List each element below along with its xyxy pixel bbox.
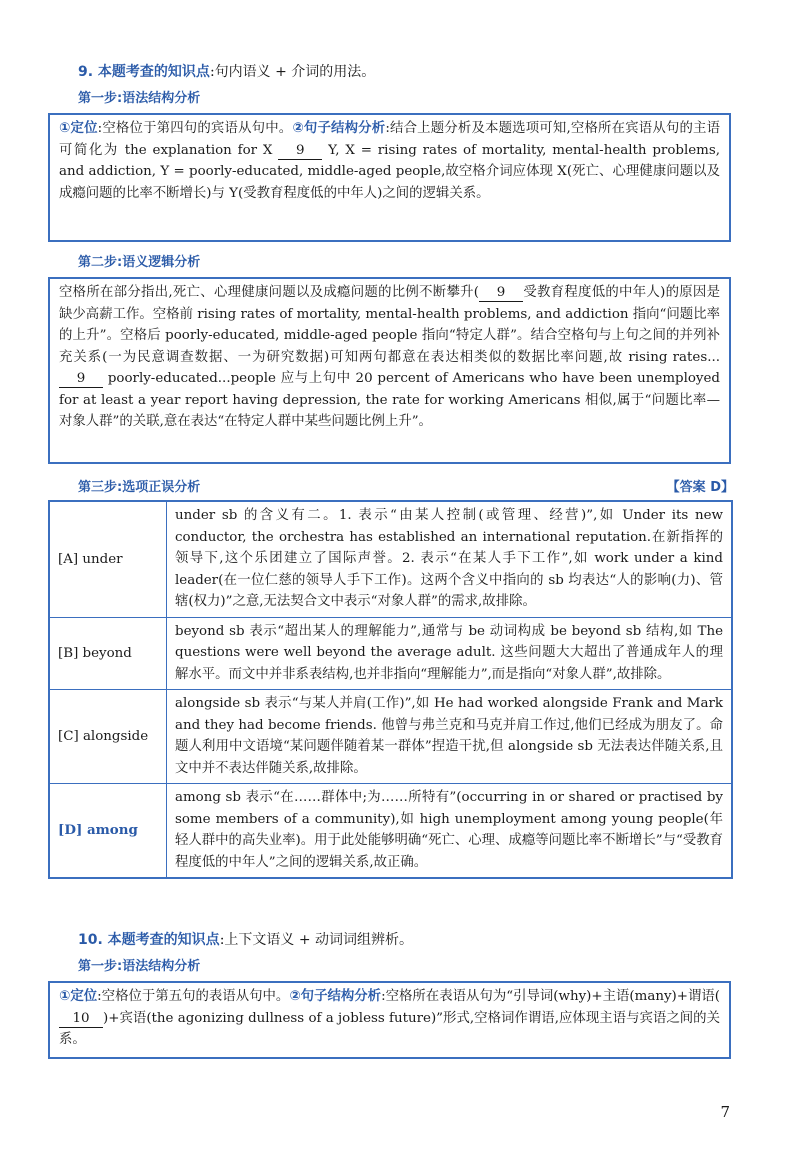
option-row [49,617,732,690]
option-analysis: under sb 的含义有二。1. 表示“由某人控制(或管理、经营)”,如 Under its new conductor, the orchestra has established an international reputation.在新指挥的领导下,这个乐团建立了国际声誉。2. 表示“在某人手下工作”,如 work under a kind leader(在一位仁慈的领导人手下工作)。这两个含义中指向的 sb 均表达“人的影响(力)、管辖(权力)”之意,无法契合文中表示“对象人群”的需求,故排除。 [167,501,733,617]
blank-10: 10 [59,1011,103,1028]
structure-text-b: )+宾语(the agonizing dullness of a jobless future)”形式,空格词作谓语,应体现主语与宾语之间的关系。 [59,1010,720,1047]
options-table [48,500,733,879]
option-label: [B] beyond [49,617,167,690]
q10-title-label: 10. 本题考查的知识点 [78,932,220,948]
option-row-correct [49,784,732,879]
option-row [49,690,732,784]
q9-title-text: :句内语义 + 介词的用法。 [209,64,376,80]
logic-text-c: poorly-educated...people 应与上句中 20 percent of Americans who have been unemployed for at least a year report having depression, the rate for working Americans 相似,属于“问题比率—对象人群”的关联,意在表达“在特定人群中某些问题比例上升”。 [59,371,720,429]
structure-label: ②句子结构分析 [289,989,382,1004]
locate-text: :空格位于第五句的表语从句中。 [97,989,290,1004]
option-label-correct: [D] among [49,784,167,879]
q10-step1-heading: 第一步:语法结构分析 [78,959,201,974]
q9-step1-box [48,113,731,242]
page-number: 7 [720,1103,730,1121]
q10-title [78,930,413,950]
option-analysis: among sb 表示“在……群体中;为……所特有”(occurring in or shared or practised by some members of a community),如 high unemployment among young people(年轻人群中的高失业率)。用于此处能够明确“死亡、心理、成瘾等问题比率不断增长”与“受教育程度低的中年人”之间的逻辑关系,故正确。 [167,784,733,879]
logic-text-b: 受教育程度低的中年人)的原因是缺少高薪工作。空格前 rising rates of mortality, mental-health problems, and addiction 指向“问题比率的上升”。空格后 poorly-educated, middle-aged people 指向“特定人群”。结合空格句与上句之间的并列补充关系(一为民意调查数据、一为研究数据)可知两句都意在表达相类似的数据比率问题,故 rising rates... [59,285,720,365]
q9-step2-paragraph [59,282,720,433]
structure-text-a: :空格所在表语从句为“引导词(why)+主语(many)+谓语( [381,989,720,1004]
option-row [49,501,732,617]
locate-text: :空格位于第四句的宾语从句中。 [97,121,293,136]
blank-9: 9 [479,285,523,302]
answer-badge: 【答案 D】 [666,480,734,495]
blank-9: 9 [59,371,103,388]
option-label: [A] under [49,501,167,617]
q9-step2-box [48,277,731,464]
structure-text-b: Y, X = rising rates of mortality, mental-health problems, and addiction, Y = poorly-educated, middle-aged people,故空格介词应体现 X(死亡、心理健康问题以及成瘾问题的比率不断增长)与 Y(受教育程度低的中年人)之间的逻辑关系。 [59,142,720,201]
q9-step1-paragraph [59,118,720,204]
locate-label: ①定位 [59,121,98,136]
logic-text-a: 空格所在部分指出,死亡、心理健康问题以及成瘾问题的比例不断攀升( [59,285,480,300]
q9-step1-heading: 第一步:语法结构分析 [78,91,201,106]
option-analysis: alongside sb 表示“与某人并肩(工作)”,如 He had worked alongside Frank and Mark and they had become friends. 他曾与弗兰克和马克并肩工作过,他们已经成为朋友了。命题人利用中文语境“某问题伴随着某一群体”捏造干扰,但 alongside sb 无法表达伴随关系,且文中并不表达伴随关系,故排除。 [167,690,733,784]
q10-step1-box [48,981,731,1059]
structure-label: ②句子结构分析 [292,121,386,136]
q9-title [78,62,375,82]
q9-step3-heading: 第三步:选项正误分析 [78,480,201,495]
q9-title-label: 9. 本题考查的知识点 [78,64,210,80]
locate-label: ①定位 [59,989,98,1004]
q10-title-text: :上下文语义 + 动词词组辨析。 [219,932,414,948]
option-analysis: beyond sb 表示“超出某人的理解能力”,通常与 be 动词构成 be beyond sb 结构,如 The questions were well beyond the average adult. 这些问题大大超出了普通成年人的理解水平。而文中并非系表结构,也并非指向“理解能力”,而是指向“对象人群”,故排除。 [167,617,733,690]
q10-step1-paragraph [59,986,720,1051]
option-label: [C] alongside [49,690,167,784]
structure-text-a: :结合上题分析及本题选项可知,空格所在宾语从句的主语可简化为 the explanation for X [59,121,720,158]
q9-step2-heading: 第二步:语义逻辑分析 [78,255,201,270]
blank-9: 9 [278,143,322,160]
